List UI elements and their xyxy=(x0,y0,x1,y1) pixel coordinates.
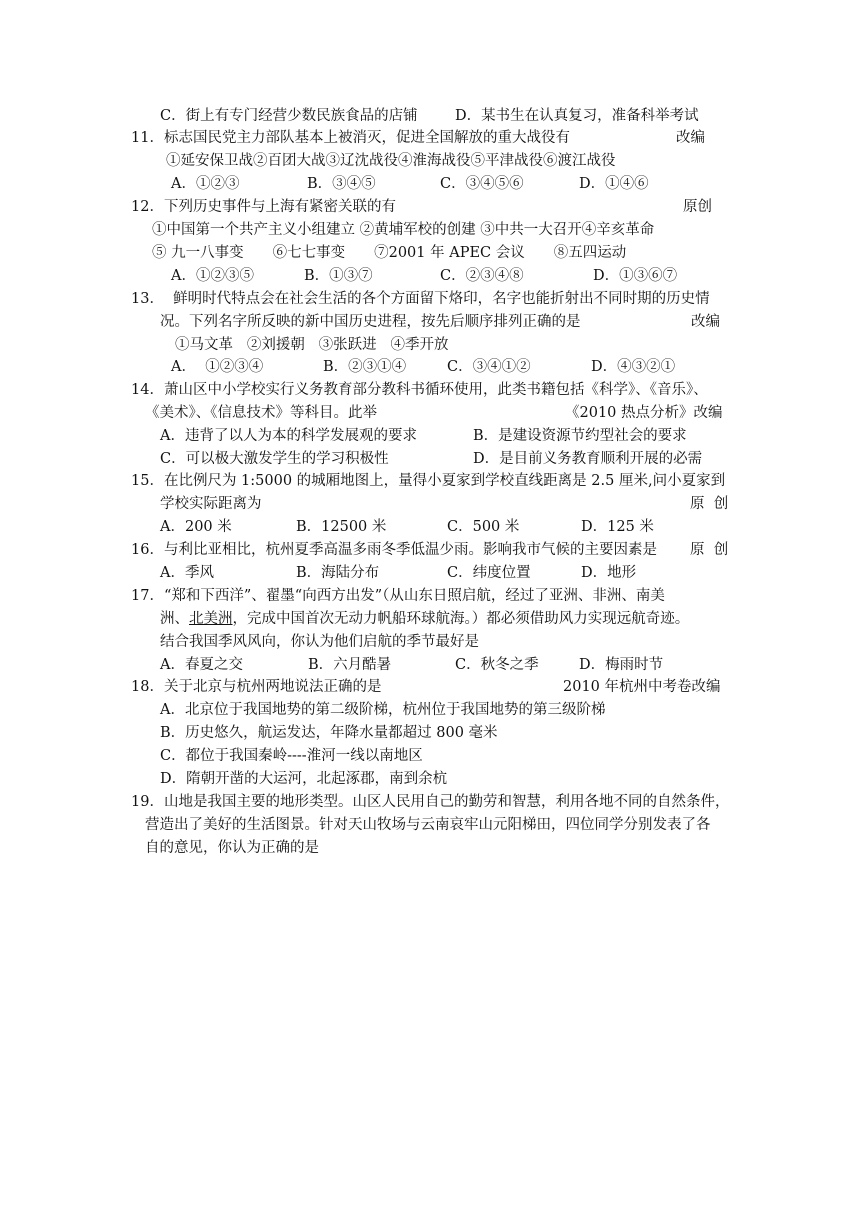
q19-stem-2: 营造出了美好的生活图景。针对天山牧场与云南哀牢山元阳梯田，四位同学分别发表了各 xyxy=(145,817,711,833)
q17-north-america-underlined: 北美洲 xyxy=(189,611,233,627)
q11-items: ①延安保卫战②百团大战③辽沈战役④淮海战役⑤平津战役⑥渡江战役 xyxy=(166,153,616,169)
q10-option-c: C．街上有专门经营少数民族食品的店铺 xyxy=(160,108,418,124)
q15-option-b: B．12500 米 xyxy=(296,519,387,535)
q13-option-c: C．③④①② xyxy=(447,359,531,375)
q19-stem-3: 自的意见，你认为正确的是 xyxy=(145,840,319,856)
q18-option-c: C．都位于我国秦岭----淮河一线以南地区 xyxy=(160,748,423,764)
q11-option-a: A．①②③ xyxy=(171,176,240,192)
q14-option-d: D．是目前义务教育顺利开展的必需 xyxy=(473,451,703,467)
q17-stem-2-pre: 洲、 xyxy=(160,611,189,627)
q12-option-b: B．①③⑦ xyxy=(304,268,373,284)
q13-stem-1: 13． 鲜明时代特点会在社会生活的各个方面留下烙印，名字也能折射出不同时期的历史情 xyxy=(131,291,710,307)
q14-stem-2: 《美术》、《信息技术》等科目。此举 xyxy=(145,405,377,421)
q14-option-a: A．违背了以人为本的科学发展观的要求 xyxy=(160,428,417,444)
q17-option-a: A．春夏之交 xyxy=(160,657,243,673)
q11-option-d: D．①④⑥ xyxy=(579,176,649,192)
q13-option-a: A． ①②③④ xyxy=(171,359,264,375)
q12-items-2: ⑤ 九一八事变 ⑥七七事变 ⑦2001 年 APEC 会议 ⑧五四运动 xyxy=(152,245,627,261)
q15-tag: 原 创 xyxy=(690,496,729,512)
q18-option-a: A．北京位于我国地势的第二级阶梯，杭州位于我国地势的第三级阶梯 xyxy=(160,702,606,718)
q12-option-c: C．②③④⑧ xyxy=(440,268,524,284)
q16-option-d: D．地形 xyxy=(581,565,637,581)
q18-stem: 18．关于北京与杭州两地说法正确的是 xyxy=(131,679,382,695)
q17-stem-1: 17．“郑和下西洋”、翟墨“向西方出发”（从山东日照启航，经过了亚洲、非洲、南美 xyxy=(131,588,665,604)
q18-option-b: B．历史悠久，航运发达，年降水量都超过 800 毫米 xyxy=(160,725,498,741)
q16-option-a: A．季风 xyxy=(160,565,214,581)
q14-tag: 《2010 热点分析》改编 xyxy=(565,405,723,421)
q16-option-b: B．海陆分布 xyxy=(296,565,380,581)
q15-option-c: C．500 米 xyxy=(447,519,520,535)
q16-stem: 16．与利比亚相比，杭州夏季高温多雨冬季低温少雨。影响我市气候的主要因素是 xyxy=(131,542,657,558)
q17-option-b: B．六月酷暑 xyxy=(308,657,392,673)
q10-option-d: D．某书生在认真复习，准备科举考试 xyxy=(455,108,699,124)
q17-stem-2-post: ，完成中国首次无动力帆船环球航海。）都必须借助风力实现远航奇迹。 xyxy=(232,611,690,627)
q19-stem-1: 19．山地是我国主要的地形类型。山区人民用自己的勤劳和智慧，利用各地不同的自然条件， xyxy=(131,794,730,810)
q11-tag: 改编 xyxy=(676,130,705,146)
q12-option-d: D．①③⑥⑦ xyxy=(593,268,678,284)
q12-option-a: A．①②③⑤ xyxy=(171,268,254,284)
q12-stem: 12．下列历史事件与上海有紧密关联的有 xyxy=(131,199,396,215)
q12-items-1: ①中国第一个共产主义小组建立 ②黄埔军校的创建 ③中共一大召开④辛亥革命 xyxy=(152,222,655,238)
q14-option-b: B．是建设资源节约型社会的要求 xyxy=(473,428,687,444)
q11-option-b: B．③④⑤ xyxy=(307,176,376,192)
q15-option-d: D．125 米 xyxy=(581,519,654,535)
q17-option-d: D．梅雨时节 xyxy=(579,657,664,673)
q13-items: ①马文革 ②刘援朝 ③张跃进 ④季开放 xyxy=(175,337,449,353)
q18-option-d: D．隋朝开凿的大运河，北起涿郡，南到余杭 xyxy=(160,771,448,787)
q15-option-a: A．200 米 xyxy=(160,519,232,535)
q17-option-c: C．秋冬之季 xyxy=(455,657,539,673)
q15-stem-1: 15．在比例尺为 1:5000 的城厢地图上，量得小夏家到学校直线距离是 2.5 厘米,问小夏家到 xyxy=(131,473,726,489)
q16-option-c: C．纬度位置 xyxy=(447,565,531,581)
q17-stem-2 xyxy=(160,609,689,629)
q17-stem-3: 结合我国季风风向，你认为他们启航的季节最好是 xyxy=(160,634,479,650)
q15-stem-2: 学校实际距离为 xyxy=(160,496,262,512)
q16-tag: 原 创 xyxy=(690,542,729,558)
q13-option-b: B．②③①④ xyxy=(323,359,407,375)
q18-tag: 2010 年杭州中考卷改编 xyxy=(563,679,721,695)
q14-stem-1: 14．萧山区中小学校实行义务教育部分教科书循环使用，此类书籍包括《科学》、《音乐》、 xyxy=(131,382,708,398)
q13-tag: 改编 xyxy=(691,314,720,330)
q13-stem-2: 况。下列名字所反映的新中国历史进程，按先后顺序排列正确的是 xyxy=(160,314,581,330)
q11-stem: 11．标志国民党主力部队基本上被消灭，促进全国解放的重大战役有 xyxy=(131,130,570,146)
q11-option-c: C．③④⑤⑥ xyxy=(440,176,524,192)
q13-option-d: D．④③②① xyxy=(591,359,676,375)
q12-tag: 原创 xyxy=(683,199,712,215)
q14-option-c: C．可以极大激发学生的学习积极性 xyxy=(160,451,389,467)
